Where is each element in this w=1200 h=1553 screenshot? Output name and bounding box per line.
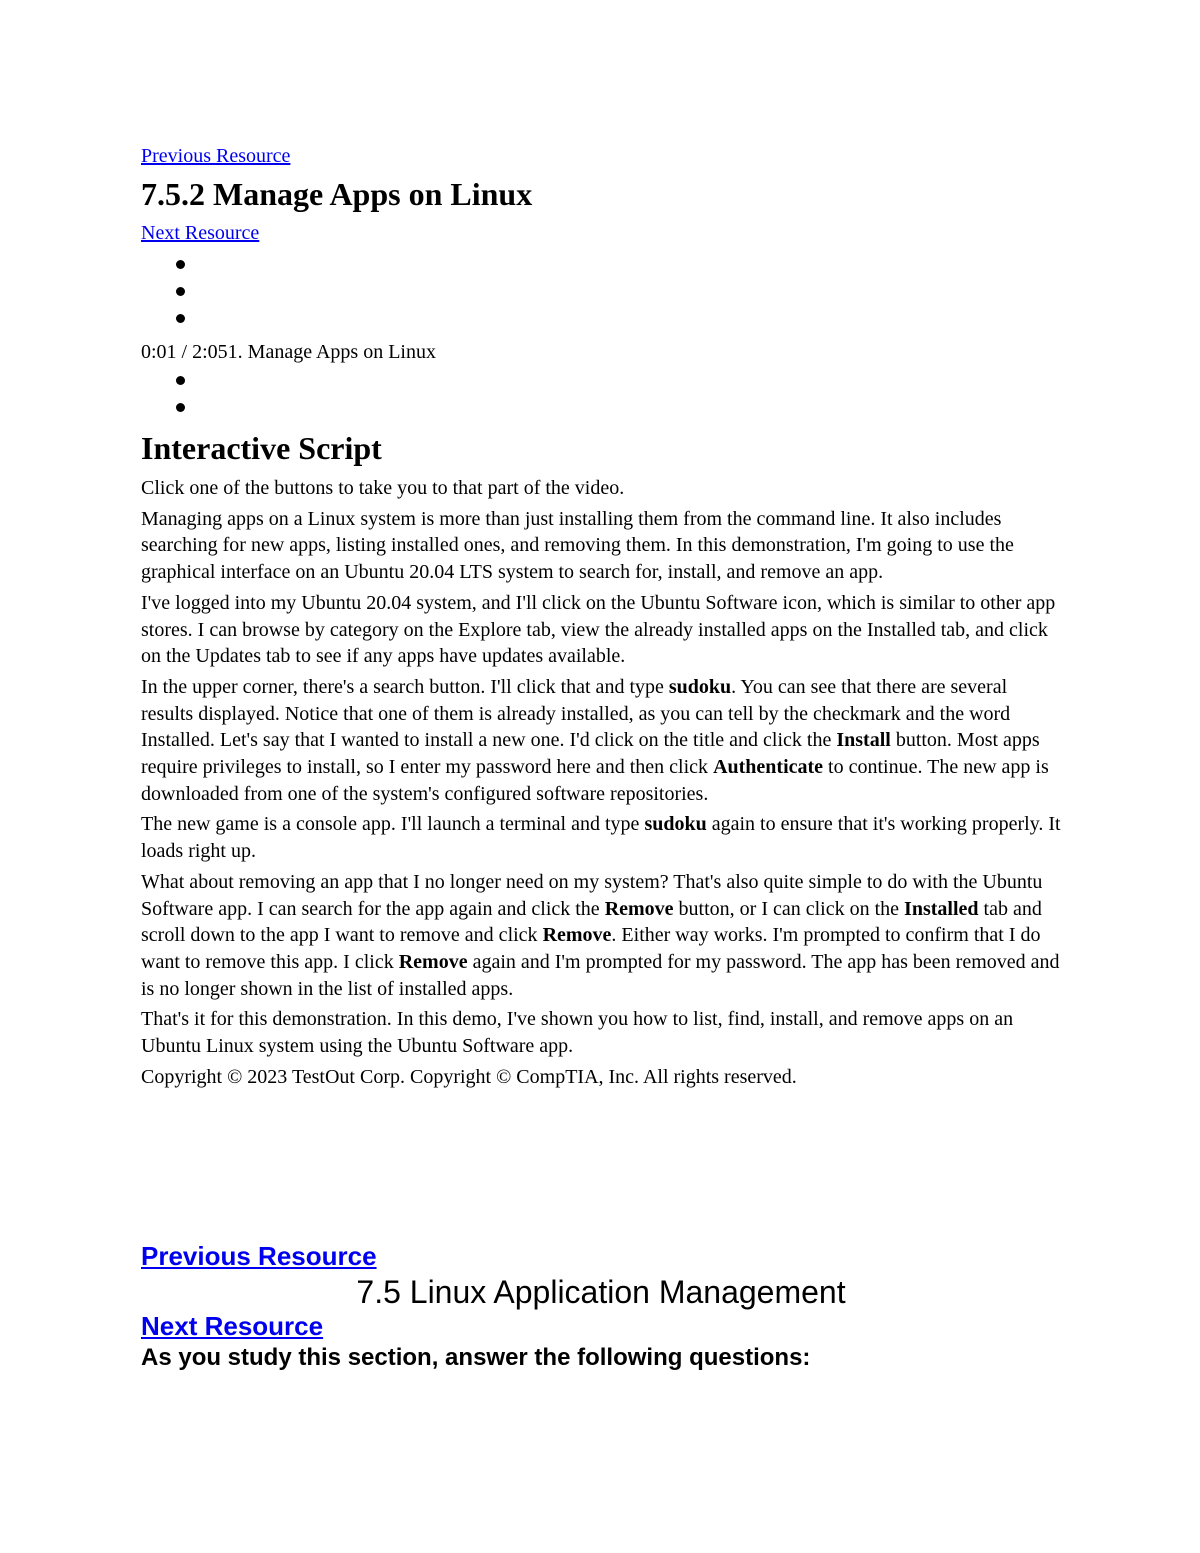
text-span: again to ensure that it's working properly. It loads right up. xyxy=(141,813,1061,863)
video-timeline-text: 0:01 / 2:051. Manage Apps on Linux xyxy=(141,341,436,363)
page-title: 7.5.2 Manage Apps on Linux xyxy=(141,176,533,212)
study-prompt: As you study this section, answer the following questions: xyxy=(141,1344,811,1371)
bold-term: Install xyxy=(836,729,891,752)
script-paragraph-4[interactable] xyxy=(141,811,1061,864)
text-span: again and I'm prompted for my password. The app has been removed and is no longer shown in the list of installed apps. xyxy=(141,950,1060,1000)
text-span: button, or I can click on the xyxy=(673,897,905,920)
interactive-script-heading: Interactive Script xyxy=(141,430,382,466)
bold-term: sudoku xyxy=(668,675,732,698)
text-span: tab and scroll down to the app I want to remove and click xyxy=(141,897,1042,947)
next-resource-link[interactable]: Next Resource xyxy=(141,222,260,244)
bold-term: Remove xyxy=(398,950,468,973)
script-paragraph-3[interactable] xyxy=(141,674,1061,808)
previous-resource-link[interactable]: Previous Resource xyxy=(141,145,291,167)
previous-resource-link-bottom[interactable]: Previous Resource xyxy=(141,1241,377,1271)
script-paragraph-5[interactable] xyxy=(141,869,1061,1003)
script-body xyxy=(141,475,1061,1094)
bold-term: Remove xyxy=(542,924,612,947)
section-title: 7.5 Linux Application Management xyxy=(356,1274,846,1310)
script-intro: Click one of the buttons to take you to that part of the video. xyxy=(141,477,625,499)
bold-term: Authenticate xyxy=(713,756,824,779)
text-span: In the upper corner, there's a search button. I'll click that and type xyxy=(141,675,669,698)
script-paragraph-6[interactable]: That's it for this demonstration. In this demo, I've shown you how to list, find, install, and remove apps on an Ubuntu Linux system using the Ubuntu Software app. xyxy=(141,1008,1014,1058)
bold-term: sudoku xyxy=(644,813,707,836)
text-span: . Either way works. I'm prompted to confirm that I do want to remove this app. I click xyxy=(141,924,1041,973)
text-span: to continue. The new app is downloaded from one of the system's configured software repositories. xyxy=(141,756,1049,805)
copyright-notice: Copyright © 2023 TestOut Corp. Copyright © CompTIA, Inc. All rights reserved. xyxy=(141,1065,797,1088)
bold-term: Remove xyxy=(604,897,674,920)
text-span: button. Most apps require privileges to install, so I enter my password here and then click xyxy=(141,729,1040,779)
bold-term: Installed xyxy=(904,897,979,920)
text-span: The new game is a console app. I'll launch a terminal and type xyxy=(141,813,645,836)
text-span: . You can see that there are several results displayed. Notice that one of them is already installed, as you can tell by the checkmark and the word Installed. Let's say that I wanted to install a new one. I'd click on the title and click the xyxy=(141,675,1011,752)
script-paragraph-1[interactable]: Managing apps on a Linux system is more than just installing them from the command line. It also includes searching for new apps, listing installed ones, and removing them. In this demonstration, I'm going to use the graphical interface on an Ubuntu 20.04 LTS system to search for, install, and remove an app. xyxy=(141,507,1014,584)
text-span: What about removing an app that I no longer need on my system? That's also quite simple to do with the Ubuntu Software app. I can search for the app again and click the xyxy=(141,870,1043,920)
script-paragraph-2[interactable]: I've logged into my Ubuntu 20.04 system, and I'll click on the Ubuntu Software icon, which is similar to other app stores. I can browse by category on the Explore tab, view the already installed apps on the Installed tab, and click on the Updates tab to see if any apps have updates available. xyxy=(141,591,1056,668)
next-resource-link-bottom[interactable]: Next Resource xyxy=(141,1311,324,1341)
